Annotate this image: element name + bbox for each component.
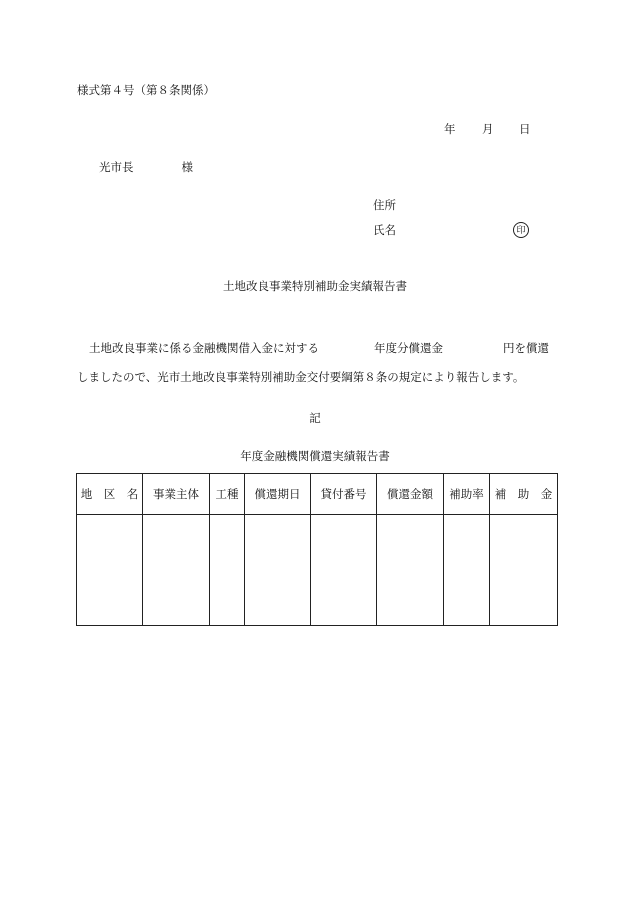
table-cell[interactable] (77, 515, 143, 626)
table-cell[interactable] (444, 515, 490, 626)
table-cell[interactable] (245, 515, 311, 626)
table-cell[interactable] (311, 515, 377, 626)
column-header: 工種 (210, 474, 245, 515)
body-text-line-2: しましたので、光市土地改良事業特別補助金交付要綱第８条の規定により報告します。 (77, 370, 525, 384)
table-title: 年度金融機関償還実績報告書 (240, 449, 390, 463)
seal-icon: 印 (513, 222, 529, 238)
table-header-row (77, 474, 558, 515)
ki-heading: 記 (309, 411, 321, 425)
date-year-label: 年 (444, 122, 456, 136)
body-text-segment: 年度分償還金 (374, 341, 443, 355)
document-title: 土地改良事業特別補助金実績報告書 (223, 279, 407, 293)
column-header: 事業主体 (143, 474, 210, 515)
column-header: 補助率 (444, 474, 490, 515)
column-header: 地 区 名 (77, 474, 143, 515)
table-cell[interactable] (377, 515, 444, 626)
report-table (76, 473, 558, 626)
date-fields (444, 124, 531, 136)
column-header: 償還金額 (377, 474, 444, 515)
date-day-label: 日 (519, 122, 531, 136)
form-number: 様式第４号（第８条関係） (77, 83, 215, 97)
table-cell[interactable] (490, 515, 558, 626)
name-label: 氏名 (373, 223, 396, 237)
date-month-label: 月 (482, 122, 494, 136)
addressee-name: 光市長 (99, 160, 134, 174)
column-header: 償還期日 (245, 474, 311, 515)
column-header: 貸付番号 (311, 474, 377, 515)
body-text-segment: 土地改良事業に係る金融機関借入金に対する (89, 341, 319, 355)
addressee (99, 162, 193, 174)
column-header: 補 助 金 (490, 474, 558, 515)
address-label: 住所 (373, 198, 396, 212)
table-cell[interactable] (210, 515, 245, 626)
body-text-segment: 円を償還 (503, 341, 549, 355)
addressee-honorific: 様 (181, 160, 193, 174)
table-cell[interactable] (143, 515, 210, 626)
table-row (77, 515, 558, 626)
